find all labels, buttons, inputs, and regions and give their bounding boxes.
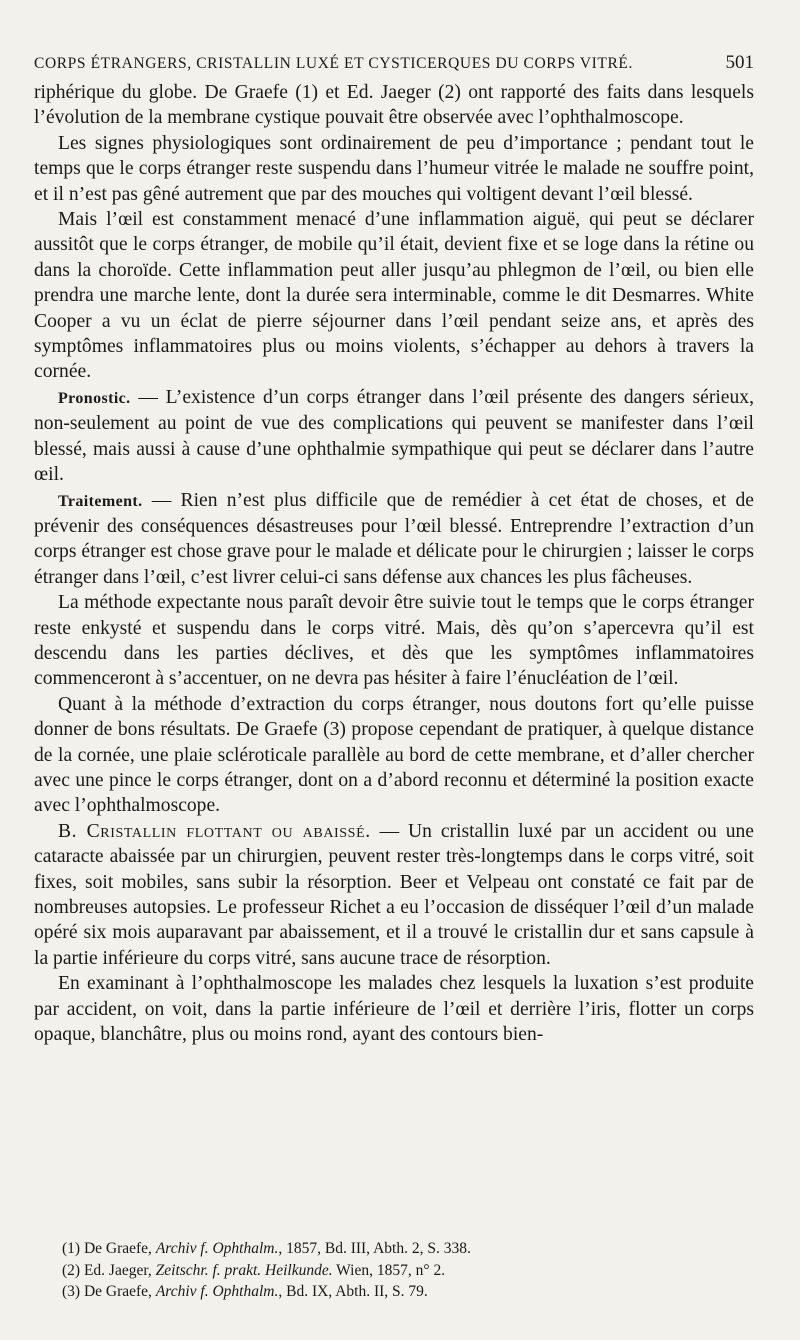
paragraph-traitement (34, 488, 754, 591)
footnote-1 (62, 1238, 471, 1260)
paragraph-7: Quant à la méthode d’extraction du corps étranger, nous doutons fort qu’elle puisse donner de bons résultats. De Graefe (3) propose cependant de pratiquer, à quelque distance de la cornée, une plaie scléroticale parallèle au bord de cette membrane, et d’aller chercher avec une pince le corps étranger, dont on a d’abord reconnu et déterminé la position exacte avec l’ophthalmoscope. (34, 693, 754, 817)
footnote-3-author: (3) De Graefe, (62, 1283, 156, 1300)
paragraph-cristallin-text: — Un cristallin luxé par un accident ou une cataracte abaissée par un chirurgien, peuvent rester très-longtemps dans le corps vitré, soit fixes, soit mobiles, sans subir la résorption. Beer et Velpeau ont constaté ce fait par de nombreuses autopsies. Le professeur Richet a eu l’occasion de disséquer l’œil d’un malade opéré six mois auparavant par abaissement, et il a trouvé le cristallin dur et sans capsule à la partie inférieure du corps vitré, sans aucune trace de résorption. (34, 820, 754, 969)
footnote-2-author: (2) Ed. Jaeger, (62, 1261, 156, 1279)
paragraph-pronostic-text: — L’existence d’un corps étranger dans l’œil présente des dangers sérieux, non-seulement au point de vue des complications qui peuvent se manifester dans l’œil blessé, mais aussi à cause d’une ophthalmie sympathique qui peut se déclarer dans l’autre œil. (34, 386, 754, 486)
paragraph-2: Les signes physiologiques sont ordinairement de peu d’importance ; pendant tout le temps que le corps étranger reste suspendu dans l’humeur vitrée le malade ne souffre point, et il n’est pas gêné autrement que par des mouches qui voltigent devant l’œil blessé. (34, 132, 754, 205)
footnote-2-detail: Wien, 1857, n° 2. (332, 1261, 446, 1279)
section-heading-traitement: Traitement. (58, 492, 143, 510)
page-number: 501 (725, 52, 754, 73)
footnote-3-detail: , Bd. IX, Abth. II, S. 79. (278, 1283, 428, 1300)
section-heading-cristallin: B. Cristallin flottant ou abaissé. (58, 820, 371, 842)
paragraph-3: Mais l’œil est constamment menacé d’une inflammation aiguë, qui peut se déclarer aussitôt que le corps étranger, de mobile qu’il était, devient fixe et se loge dans la rétine ou dans la choroïde. Cette inflammation peut aller jusqu’au phlegmon de l’œil, ou bien elle prendra une marche lente, dont la durée sera interminable, comme le dit Desmarres. White Cooper a vu un éclat de pierre séjourner dans l’œil pendant seize ans, et après des symptômes inflammatoires plus ou moins violents, s’échapper au dehors à travers la cornée. (34, 209, 754, 383)
paragraph-9: En examinant à l’ophthalmoscope les malades chez lesquels la luxation s’est produite par accident, on voit, dans la partie inférieure de l’œil et derrière l’iris, flotter un corps opaque, blanchâtre, plus ou moins rond, ayant des contours bien- (34, 973, 754, 1046)
paragraph-6: La méthode expectante nous paraît devoir être suivie tout le temps que le corps étranger reste enkysté et suspendu dans le corps vitré. Mais, dès qu’on s’apercevra qu’il est descendu dans les parties déclives, et dès que les symptômes inflammatoires commenceront à s’accentuer, on ne devra pas hésiter à faire l’énucléation de l’œil. (34, 592, 754, 690)
paragraph-pronostic (34, 385, 754, 488)
section-heading-pronostic: Pronostic. (58, 389, 131, 407)
paragraph-cristallin (34, 819, 754, 971)
running-head (34, 52, 754, 74)
footnote-1-source: Archiv f. Ophthalm. (155, 1240, 279, 1257)
footnote-3 (62, 1281, 471, 1303)
footnote-2-source: Zeitschr. f. prakt. Heilkunde. (155, 1261, 333, 1279)
paragraph-traitement-text: — Rien n’est plus difficile que de remédier à cet état de choses, et de prévenir des conséquences désastreuses pour l’œil blessé. Entreprendre l’extraction d’un corps étranger est chose grave pour le malade et délicate pour le chirurgien ; laisser le corps étranger dans l’œil, c’est livrer celui-ci sans défense aux chances les plus fâcheuses. (34, 489, 754, 588)
footnote-1-author: (1) De Graefe, (62, 1240, 156, 1257)
footnotes (62, 1238, 471, 1303)
body-text (34, 80, 754, 1047)
paragraph-1: riphérique du globe. De Graefe (1) et Ed. Jaeger (2) ont rapporté des faits dans lesquels l’évolution de la membrane cystique pouvait être observée avec l’ophthalmoscope. (34, 82, 754, 129)
footnote-2 (62, 1260, 471, 1282)
footnote-1-detail: , 1857, Bd. III, Abth. 2, S. 338. (278, 1240, 471, 1257)
footnote-3-source: Archiv f. Ophthalm. (155, 1283, 279, 1300)
running-title: CORPS ÉTRANGERS, CRISTALLIN LUXÉ ET CYSTICERQUES DU CORPS VITRÉ. (34, 55, 633, 72)
